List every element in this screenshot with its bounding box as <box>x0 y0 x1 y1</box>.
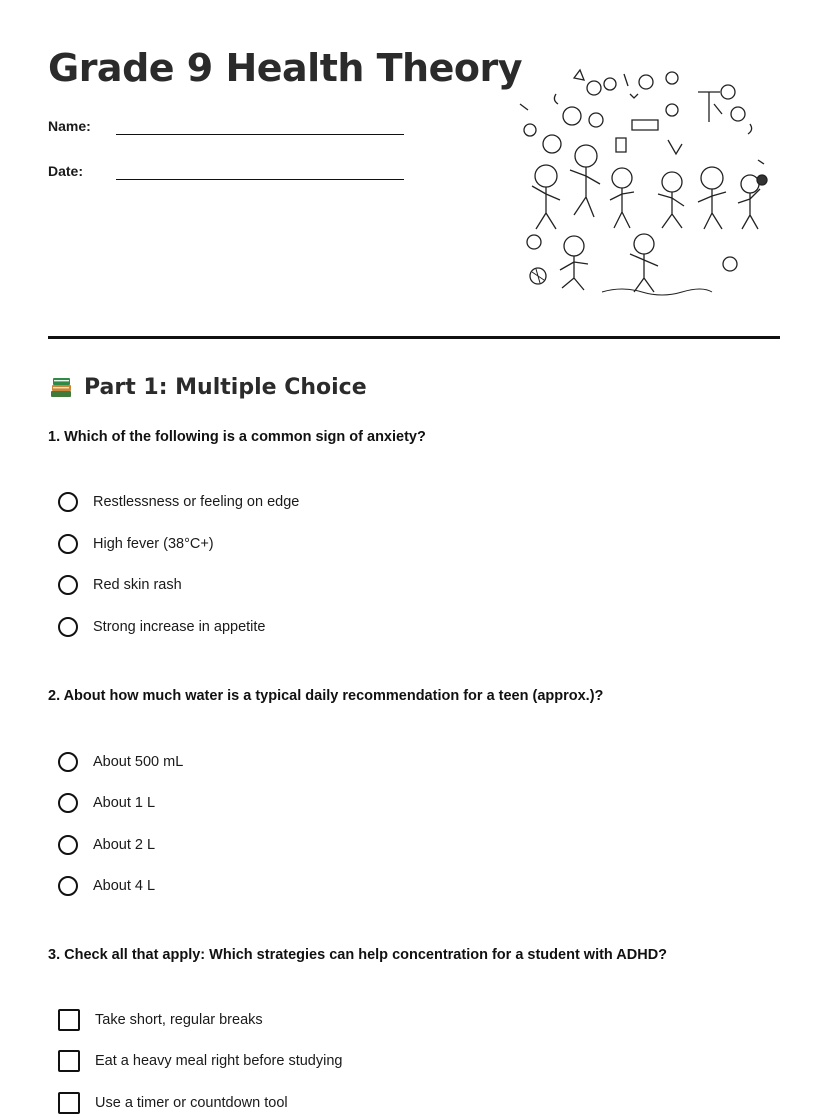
radio-button[interactable] <box>58 617 78 637</box>
date-label: Date: <box>48 163 84 179</box>
option-label: Take short, regular breaks <box>95 1012 263 1028</box>
children-playing-illustration <box>512 64 774 300</box>
radio-button[interactable] <box>58 492 78 512</box>
name-label: Name: <box>48 118 91 134</box>
q3-option-3[interactable] <box>58 1092 288 1114</box>
option-label: About 4 L <box>93 878 156 894</box>
option-label: Restlessness or feeling on edge <box>93 494 300 510</box>
q1-option-3[interactable] <box>58 575 182 595</box>
radio-button[interactable] <box>58 575 78 595</box>
radio-button[interactable] <box>58 793 78 813</box>
radio-button[interactable] <box>58 534 78 554</box>
q3-option-2[interactable] <box>58 1050 342 1072</box>
option-label: About 1 L <box>93 795 156 811</box>
option-label: High fever (38°C+) <box>93 536 214 552</box>
checkbox[interactable] <box>58 1009 80 1031</box>
radio-button[interactable] <box>58 835 78 855</box>
q1-option-2[interactable] <box>58 534 214 554</box>
q2-option-2[interactable] <box>58 793 155 813</box>
q1-option-4[interactable] <box>58 617 266 637</box>
question-3: 3. Check all that apply: Which strategies can help concentration for a student with ADHD? <box>48 947 668 963</box>
q3-option-1[interactable] <box>58 1009 263 1031</box>
checkbox[interactable] <box>58 1092 80 1114</box>
checkbox[interactable] <box>58 1050 80 1072</box>
worksheet-title: Grade 9 Health Theory <box>48 46 522 90</box>
q2-option-1[interactable] <box>58 752 183 772</box>
section-divider <box>48 336 780 339</box>
radio-button[interactable] <box>58 752 78 772</box>
question-2: 2. About how much water is a typical daily recommendation for a teen (approx.)? <box>48 688 604 704</box>
part-1-heading <box>48 374 367 400</box>
books-icon <box>48 374 74 400</box>
q1-option-1[interactable] <box>58 492 299 512</box>
q2-option-4[interactable] <box>58 876 155 896</box>
q2-option-3[interactable] <box>58 835 155 855</box>
option-label: About 2 L <box>93 837 156 853</box>
date-line[interactable] <box>116 179 404 180</box>
date-field <box>48 163 83 179</box>
option-label: About 500 mL <box>93 754 184 770</box>
option-label: Eat a heavy meal right before studying <box>95 1053 343 1069</box>
part-1-heading-text: Part 1: Multiple Choice <box>84 374 367 400</box>
name-line[interactable] <box>116 134 404 135</box>
name-field <box>48 118 91 134</box>
question-1: 1. Which of the following is a common sign of anxiety? <box>48 429 426 445</box>
option-label: Strong increase in appetite <box>93 619 266 635</box>
option-label: Use a timer or countdown tool <box>95 1095 288 1111</box>
option-label: Red skin rash <box>93 577 182 593</box>
radio-button[interactable] <box>58 876 78 896</box>
